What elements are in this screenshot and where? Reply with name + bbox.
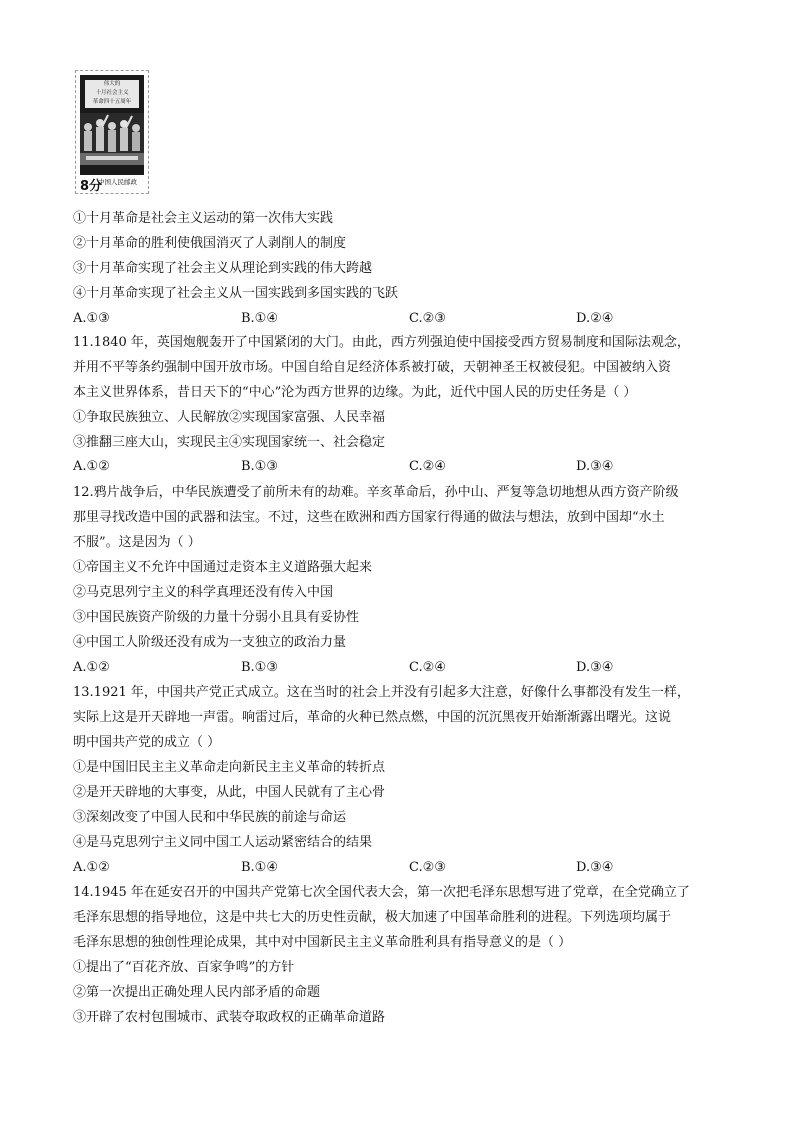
option-a[interactable]: A.①② — [73, 459, 110, 474]
q14-stem-line: 毛泽东思想的独创性理论成果，其中对中国新民主主义革命胜利具有指导意义的是（ ） — [73, 935, 572, 950]
q10-statement: ③十月革命实现了社会主义从理论到实践的伟大跨越 — [73, 261, 373, 276]
q11-stem-line: 11.1840 年，英国炮舰轰开了中国紧闭的大门。由此，西方列强迫使中国接受西方贸易制度和国际法观念， — [73, 335, 690, 350]
q11-statement: ①争取民族独立、人民解放②实现国家富强、人民幸福 — [73, 410, 386, 425]
q12-stem-line: 那里寻找改造中国的武器和法宝。不过，这些在欧洲和西方国家行得通的做法与想法，放到中国却“水土 — [73, 510, 665, 525]
option-d[interactable]: D.③④ — [576, 459, 614, 474]
q12-options — [73, 660, 673, 676]
q13-stem-line: 明中国共产党的成立（ ） — [73, 735, 221, 750]
q11-options — [73, 459, 673, 475]
q14-stem-line: 14.1945 年在延安召开的中国共产党第七次全国代表大会，第一次把毛泽东思想写进了党章，在全党确立了 — [73, 885, 690, 900]
q13-options — [73, 860, 673, 876]
q12-stem-line: 12.鸦片战争后，中华民族遭受了前所未有的劫难。辛亥革命后，孙中山、严复等急切地想从西方资产阶级 — [73, 485, 679, 500]
stamp-artwork — [80, 75, 144, 175]
q12-statement: ③中国民族资产阶级的力量十分弱小且具有妥协性 — [73, 610, 360, 625]
q13-statement: ①是中国旧民主主义革命走向新民主主义革命的转折点 — [73, 760, 386, 775]
q14-statement: ①提出了“百花齐放、百家争鸣”的方针 — [73, 960, 295, 975]
q11-stem-line: 并用不平等条约强制中国开放市场。中国自给自足经济体系被打破，天朝神圣王权被侵犯。中国被纳入资 — [73, 360, 672, 375]
q10-statement: ②十月革命的胜利使俄国消灭了人剥削人的制度 — [73, 236, 347, 251]
option-c[interactable]: C.②④ — [409, 459, 446, 474]
q14-stem-line: 毛泽东思想的指导地位，这是中共七大的历史性贡献，极大加速了中国革命胜利的进程。下列选项均属于 — [73, 910, 672, 925]
q14-statement: ②第一次提出正确处理人民内部矛盾的命题 — [73, 985, 321, 1000]
option-d[interactable]: D.③④ — [576, 660, 614, 675]
q13-statement: ③深刻改变了中国人民和中华民族的前途与命运 — [73, 810, 347, 825]
q10-statement: ④十月革命实现了社会主义从一国实践到多国实践的飞跃 — [73, 286, 399, 301]
option-c[interactable]: C.②③ — [409, 860, 446, 875]
q10-statement: ①十月革命是社会主义运动的第一次伟大实践 — [73, 211, 334, 226]
q14-statement: ③开辟了农村包围城市、武装夺取政权的正确革命道路 — [73, 1010, 386, 1025]
q13-statement: ②是开天辟地的大事变，从此，中国人民就有了主心骨 — [73, 785, 386, 800]
q13-stem-line: 13.1921 年，中国共产党正式成立。这在当时的社会上并没有引起多大注意，好像什么事都没有发生一样， — [73, 685, 690, 700]
commemorative-stamp-image — [75, 70, 149, 194]
q13-statement: ④是马克思列宁主义同中国工人运动紧密结合的结果 — [73, 835, 373, 850]
stamp-country-label: 中国人民邮政 — [98, 178, 137, 186]
option-b[interactable]: B.①④ — [241, 860, 278, 875]
q10-options — [73, 311, 673, 327]
option-c[interactable]: C.②④ — [409, 660, 446, 675]
stamp-banner-line: 十月社会主义 — [95, 90, 129, 96]
q11-statement: ③推翻三座大山，实现民主④实现国家统一、社会稳定 — [73, 435, 386, 450]
q11-stem-line: 本主义世界体系，昔日天下的“中心”沦为西方世界的边缘。为此，近代中国人民的历史任务是（ ） — [73, 385, 637, 400]
q12-statement: ④中国工人阶级还没有成为一支独立的政治力量 — [73, 635, 347, 650]
option-d[interactable]: D.③④ — [576, 860, 614, 875]
q12-statement: ②马克思列宁主义的科学真理还没有传入中国 — [73, 585, 334, 600]
option-b[interactable]: B.①③ — [241, 660, 278, 675]
stamp-banner-line: 伟大的 — [103, 81, 121, 87]
option-c[interactable]: C.②③ — [409, 311, 446, 326]
q12-stem-line: 不服”。这是因为（ ） — [73, 535, 201, 550]
option-a[interactable]: A.①② — [73, 860, 110, 875]
option-a[interactable]: A.①② — [73, 660, 110, 675]
q13-stem-line: 实际上这是开天辟地一声雷。响雷过后，革命的火种已然点燃，中国的沉沉黑夜开始渐渐露出曙光。这说 — [73, 710, 672, 725]
stamp-banner-line: 革命四十五周年 — [92, 99, 132, 105]
stamp-denomination: 8分 — [80, 179, 103, 194]
option-d[interactable]: D.②④ — [576, 311, 614, 326]
stamp-crowd-illustration — [80, 113, 144, 165]
stamp-banner — [85, 80, 139, 108]
q12-statement: ①帝国主义不允许中国通过走资本主义道路强大起来 — [73, 560, 373, 575]
option-a[interactable]: A.①③ — [73, 311, 110, 326]
option-b[interactable]: B.①③ — [241, 459, 278, 474]
option-b[interactable]: B.①④ — [241, 311, 278, 326]
